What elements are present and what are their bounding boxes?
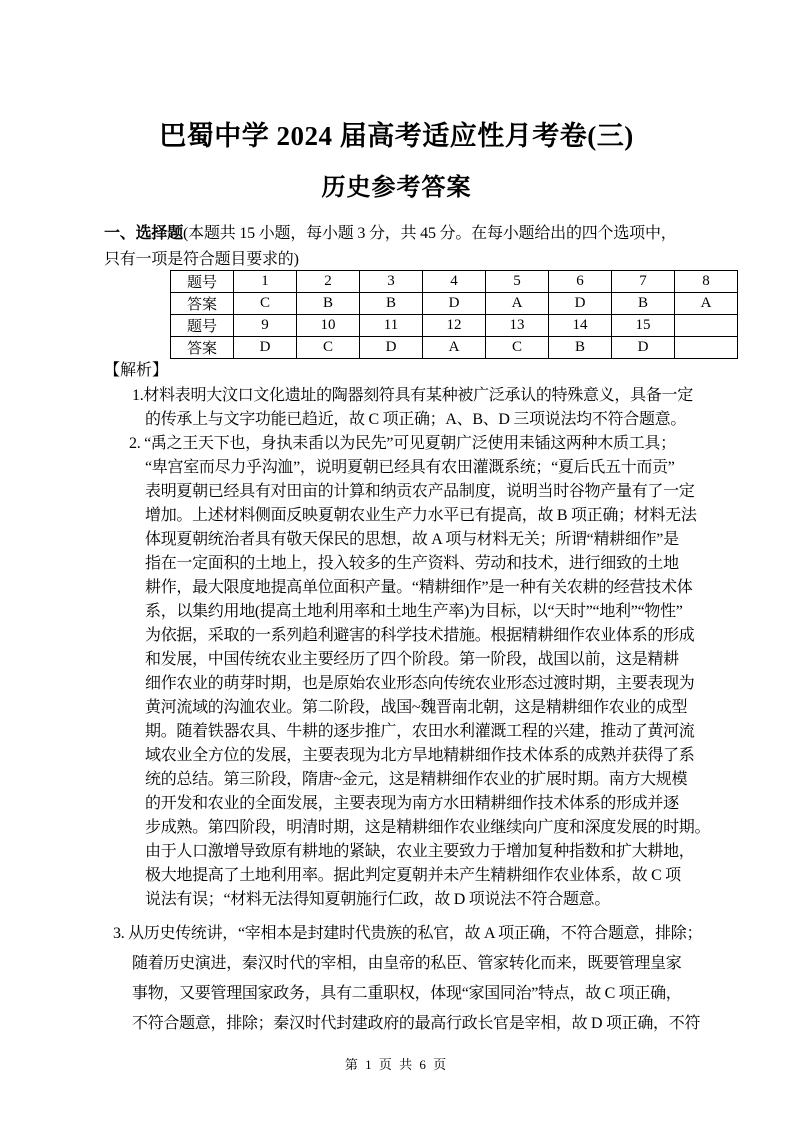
- analysis-line: 体现夏朝统治者具有敬天保民的思想，故 A 项与材料无关；所谓“精耕细作”是: [145, 531, 679, 548]
- analysis-line: 随着历史演进，秦汉时代的宰相，由皇帝的私臣、管家转化而来，既要管理皇家: [132, 955, 682, 972]
- page-footer: 第 1 页 共 6 页: [344, 1057, 449, 1072]
- answer-cell: 9: [234, 315, 297, 337]
- answer-cell: C: [234, 293, 297, 315]
- answer-cell: 12: [423, 315, 486, 337]
- page-title: 巴蜀中学 2024 届高考适应性月考卷(三): [159, 121, 634, 151]
- answer-cell: B: [612, 293, 675, 315]
- answer-cell: 7: [612, 271, 675, 293]
- answer-cell: 4: [423, 271, 486, 293]
- analysis-items: [104, 384, 754, 1039]
- answer-cell: [675, 337, 738, 359]
- answer-cell: 2: [297, 271, 360, 293]
- analysis-item: [104, 384, 754, 432]
- analysis-line: 增加。上述材料侧面反映夏朝农业生产力水平已有提高，故 B 项正确；材料无法: [145, 507, 697, 524]
- page-subtitle: 历史参考答案: [321, 175, 472, 201]
- answer-cell: 11: [360, 315, 423, 337]
- analysis-line: 1.材料表明大汶口文化遗址的陶器刻符具有某种被广泛承认的特殊意义，具备一定: [132, 387, 693, 404]
- answer-cell: 3: [360, 271, 423, 293]
- row-label-cell: 答案: [171, 337, 234, 359]
- answer-cell: A: [486, 293, 549, 315]
- analysis-line: 的开发和农业的全面发展，主要表现为南方水田精耕细作技术体系的形成并逐: [145, 795, 679, 812]
- answer-cell: C: [486, 337, 549, 359]
- row-label-cell: 答案: [171, 293, 234, 315]
- analysis-line: 统的总结。第三阶段，隋唐~金元，这是精耕细作农业的扩展时期。南方大规模: [145, 771, 688, 788]
- answer-cell: 15: [612, 315, 675, 337]
- analysis-item: [104, 919, 754, 1039]
- answer-cell: 1: [234, 271, 297, 293]
- answer-cell: 10: [297, 315, 360, 337]
- answer-cell: A: [675, 293, 738, 315]
- section-description: (本题共 15 小题，每小题 3 分，共 45 分。在每小题给出的四个选项中，: [183, 225, 677, 242]
- analysis-line: 细作农业的萌芽时期，也是原始农业形态向传统农业形态过渡时期，主要表现为: [145, 675, 695, 692]
- analysis-line: 表明夏朝已经具有对田亩的计算和纳贡农产品制度，说明当时谷物产量有了一定: [145, 483, 695, 500]
- row-label-cell: 题号: [171, 271, 234, 293]
- answer-cell: 8: [675, 271, 738, 293]
- analysis-line: 黄河流域的沟洫农业。第二阶段，战国~魏晋南北朝，这是精耕细作农业的成型: [145, 699, 688, 716]
- answer-cell: B: [360, 293, 423, 315]
- answer-cell: B: [297, 293, 360, 315]
- analysis-line: 系，以集约用地(提高土地利用率和土地生产率)为目标，以“天时”“地利”“物性”: [145, 603, 683, 620]
- section-number-title: 一、选择题: [104, 225, 184, 242]
- analysis-line: 2. “禹之王天下也，身执耒臿以为民先”可见夏朝广泛使用耒锸这两种木质工具；: [129, 435, 676, 452]
- analysis-line: 指在一定面积的土地上，投入较多的生产资料、劳动和技术，进行细致的土地: [145, 555, 679, 572]
- analysis-line: 3. 从历史传统讲，“宰相本是封建时代贵族的私官，故 A 项正确，不符合题意，排除；: [113, 925, 703, 942]
- section-heading-line-2: 只有一项是符合题目要求的): [104, 251, 299, 268]
- answer-cell: D: [549, 293, 612, 315]
- answer-cell: A: [423, 337, 486, 359]
- answer-cell: D: [360, 337, 423, 359]
- answer-table-row: [171, 293, 738, 315]
- answer-table-body: [171, 271, 738, 359]
- answer-cell: 13: [486, 315, 549, 337]
- analysis-label: 【解析】: [104, 362, 169, 379]
- answer-table-row: [171, 271, 738, 293]
- answer-cell: 6: [549, 271, 612, 293]
- answer-cell: D: [234, 337, 297, 359]
- answer-cell: D: [612, 337, 675, 359]
- analysis-line: 的传承上与文字功能已趋近，故 C 项正确；A、B、D 三项说法均不符合题意。: [145, 411, 687, 428]
- analysis-section: [104, 358, 754, 1039]
- analysis-line: 域农业全方位的发展，主要表现为北方旱地精耕细作技术体系的成熟并获得了系: [145, 747, 695, 764]
- section-heading-line-1: [104, 221, 744, 247]
- analysis-line: “卑宫室而尽力乎沟洫”，说明夏朝已经具有农田灌溉系统；“夏后氏五十而贡”: [145, 459, 675, 476]
- analysis-line: 说法有误；“材料无法得知夏朝施行仁政，故 D 项说法不符合题意。: [145, 891, 611, 908]
- answer-cell: B: [549, 337, 612, 359]
- analysis-line: 步成熟。第四阶段，明清时期，这是精耕细作农业继续向广度和深度发展的时期。: [145, 819, 711, 836]
- analysis-line: 和发展，中国传统农业主要经历了四个阶段。第一阶段，战国以前，这是精耕: [145, 651, 679, 668]
- analysis-line: 期。随着铁器农具、牛耕的逐步推广，农田水利灌溉工程的兴建，推动了黄河流: [145, 723, 695, 740]
- analysis-line: 极大地提高了土地利用率。据此判定夏朝并未产生精耕细作农业体系，故 C 项: [145, 867, 681, 884]
- analysis-line: 不符合题意，排除；秦汉时代封建政府的最高行政长官是宰相，故 D 项正确，不符: [132, 1015, 701, 1032]
- analysis-line: 事物，又要管理国家政务，具有二重职权，体现“家国同治”特点，故 C 项正确，: [132, 985, 682, 1002]
- answer-table-row: [171, 315, 738, 337]
- analysis-item: [104, 432, 754, 912]
- answer-cell: [675, 315, 738, 337]
- row-label-cell: 题号: [171, 315, 234, 337]
- answer-cell: 5: [486, 271, 549, 293]
- answer-cell: 14: [549, 315, 612, 337]
- analysis-line: 为依据，采取的一系列趋利避害的科学技术措施。根据精耕细作农业体系的形成: [145, 627, 695, 644]
- answer-cell: D: [423, 293, 486, 315]
- answer-table: [170, 270, 738, 359]
- answer-table-row: [171, 337, 738, 359]
- analysis-line: 由于人口激增导致原有耕地的紧缺，农业主要致力于增加复种指数和扩大耕地，: [145, 843, 695, 860]
- analysis-line: 耕作，最大限度地提高单位面积产量。“精耕细作”是一种有关农耕的经营技术体: [145, 579, 693, 596]
- answer-cell: C: [297, 337, 360, 359]
- section-heading: [104, 221, 744, 273]
